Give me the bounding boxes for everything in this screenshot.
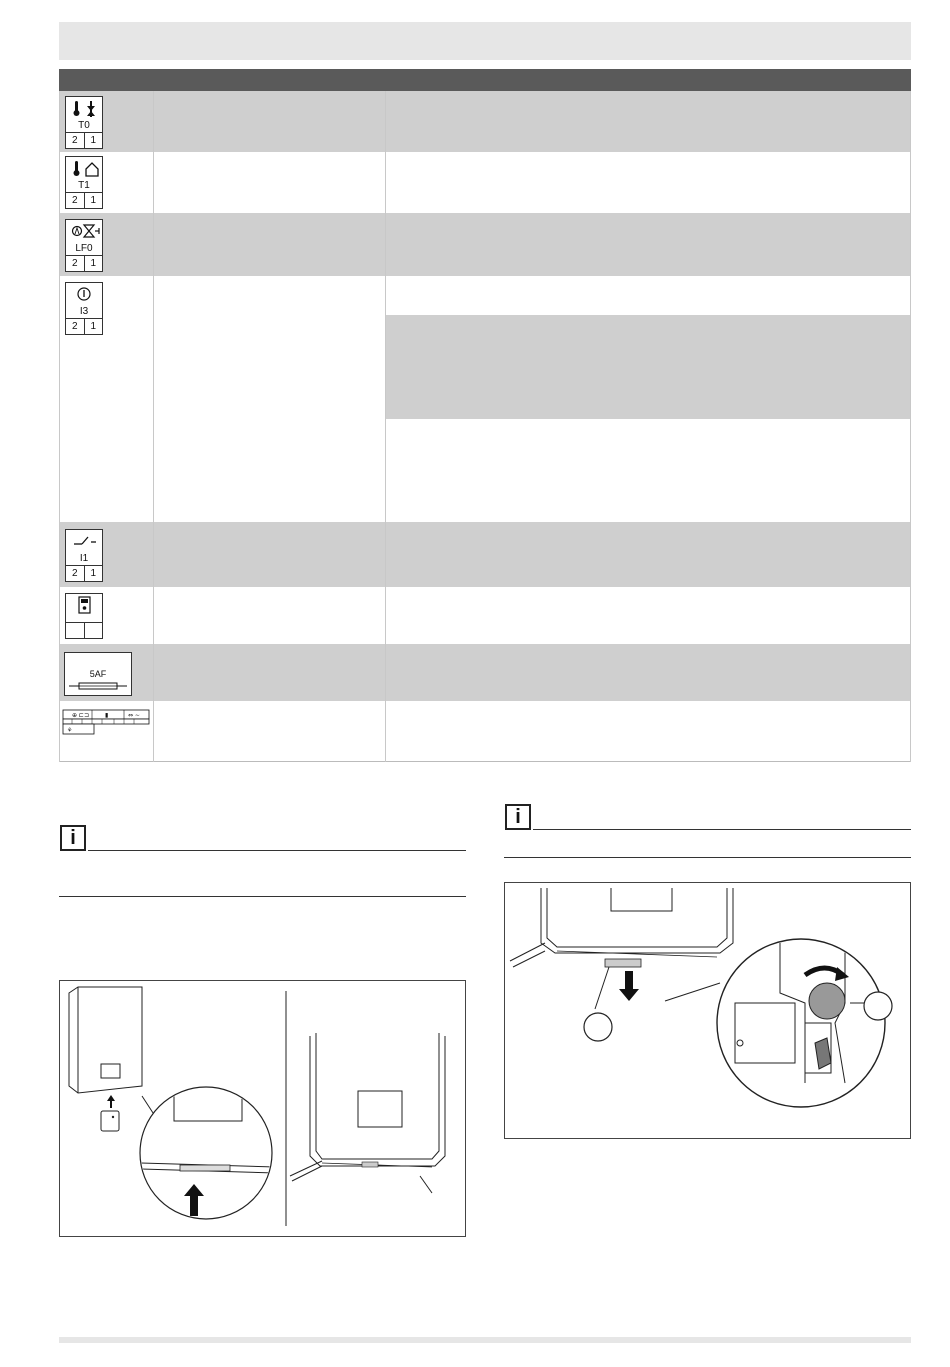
sub-row-3 xyxy=(386,419,911,523)
sub-row-1 xyxy=(386,276,911,316)
pin-2: 2 xyxy=(66,566,85,581)
header-band xyxy=(59,22,911,60)
table-row-module xyxy=(59,587,911,645)
terminal-pins xyxy=(66,255,102,271)
table-row-t0 xyxy=(59,91,911,152)
table-row-t1 xyxy=(59,152,911,214)
info-note-rule-bottom-right xyxy=(504,857,911,858)
table-header xyxy=(59,69,911,91)
terminal-lf0 xyxy=(65,219,103,272)
footer-band xyxy=(59,1337,911,1343)
table-row-i1 xyxy=(59,523,911,587)
terminal-label: I3 xyxy=(79,306,89,317)
figure-open-cover-drawing xyxy=(60,981,465,1236)
figure-release-latch-drawing xyxy=(505,883,910,1138)
thermometer-valve-icon xyxy=(66,99,102,119)
terminal-label: LF0 xyxy=(75,243,93,254)
info-note-icon-right: i xyxy=(505,804,531,830)
terminal-t1 xyxy=(65,156,103,209)
thermometer-house-icon xyxy=(66,159,102,179)
column-divider-1 xyxy=(153,91,154,762)
table-row-i3 xyxy=(59,276,911,523)
terminal-i3 xyxy=(65,282,103,335)
terminal-strip-icon xyxy=(62,709,152,751)
info-note-rule-bottom-left xyxy=(59,896,466,897)
table-row-lf0 xyxy=(59,214,911,276)
sub-row-2 xyxy=(386,316,911,419)
pin-2: 2 xyxy=(66,256,85,271)
pin-1: 1 xyxy=(90,568,97,579)
table-row-fuse xyxy=(59,645,911,701)
pin-2: 2 xyxy=(66,319,85,334)
pin-left xyxy=(66,623,85,638)
pin-1: 1 xyxy=(90,135,97,146)
terminal-i1 xyxy=(65,529,103,582)
terminal-module xyxy=(65,593,103,639)
table-row-strip xyxy=(59,701,911,762)
terminal-label: T1 xyxy=(78,180,90,191)
table-left-border xyxy=(59,91,60,762)
terminal-pins xyxy=(66,132,102,148)
column-divider-2 xyxy=(385,91,386,762)
terminal-table xyxy=(59,69,911,762)
figure-release-latch xyxy=(504,882,911,1139)
pin-right xyxy=(85,623,103,638)
info-note-rule-top-right xyxy=(533,829,911,830)
figure-open-cover xyxy=(59,980,466,1237)
svg-text:▮: ▮ xyxy=(105,712,109,719)
svg-text:⇔ ∼: ⇔ ∼ xyxy=(128,712,140,719)
terminal-label: T0 xyxy=(78,120,90,131)
fuse-label: 5AF xyxy=(89,669,107,679)
fuse-box xyxy=(64,652,132,696)
pin-1: 1 xyxy=(90,195,97,206)
svg-text:⊕ ⊏⊐: ⊕ ⊏⊐ xyxy=(72,712,89,719)
svg-text:⚘: ⚘ xyxy=(67,727,73,734)
terminal-pins xyxy=(66,318,102,334)
terminal-t0 xyxy=(65,96,103,149)
pin-2: 2 xyxy=(66,133,85,148)
switch-icon xyxy=(66,532,102,552)
pin-1: 1 xyxy=(90,321,97,332)
input-circle-icon xyxy=(66,285,102,305)
terminal-pins xyxy=(66,192,102,208)
info-note-rule-top-left xyxy=(88,850,466,851)
pin-2: 2 xyxy=(66,193,85,208)
fuse-icon xyxy=(65,679,131,693)
pump-valve-icon xyxy=(66,222,102,242)
terminal-pins xyxy=(66,565,102,581)
terminal-label: I1 xyxy=(79,553,89,564)
terminal-pins xyxy=(66,622,102,638)
table-right-border xyxy=(910,91,911,762)
pin-1: 1 xyxy=(90,258,97,269)
module-icon xyxy=(66,596,102,624)
info-note-icon-left: i xyxy=(60,825,86,851)
